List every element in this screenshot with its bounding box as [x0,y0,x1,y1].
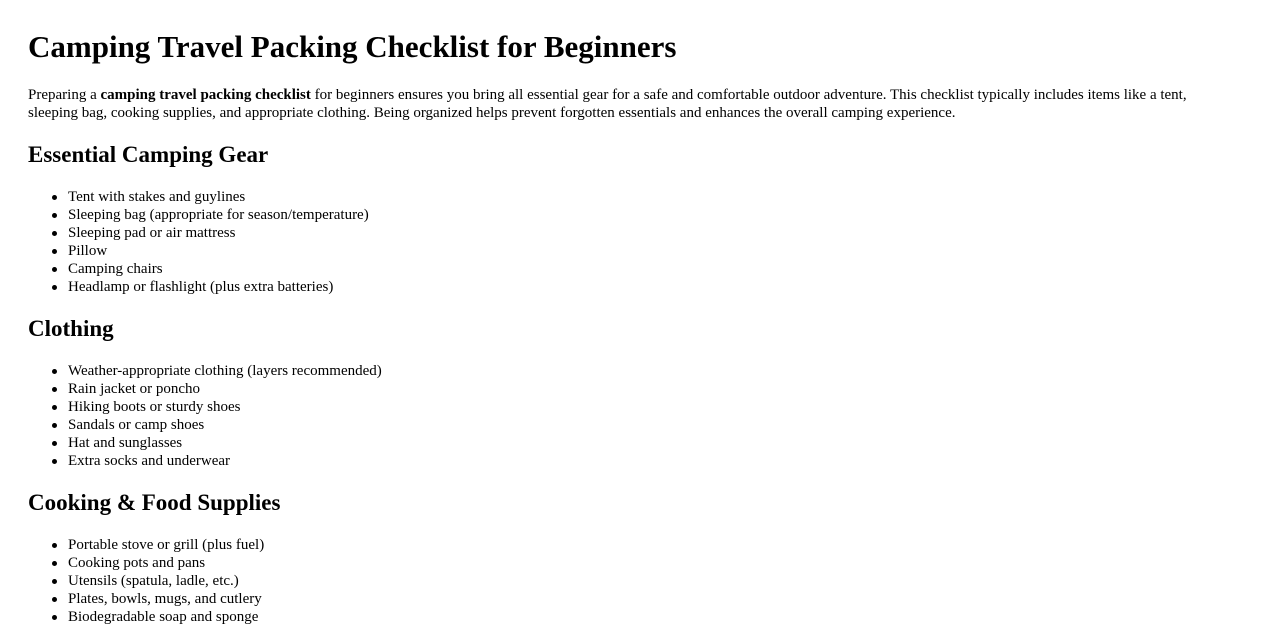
section-heading-gear: Essential Camping Gear [28,142,269,167]
intro-paragraph [28,86,1235,122]
list-item: Plates, bowls, mugs, and cutlery [68,590,1235,608]
intro-text-before: Preparing a [28,87,101,103]
page-title: Camping Travel Packing Checklist for Beginners [28,29,677,64]
section-heading-cooking: Cooking & Food Supplies [28,490,281,515]
section-heading-clothing: Clothing [28,316,114,341]
gear-list [28,188,1235,296]
list-item: Biodegradable soap and sponge [68,608,1235,626]
list-item: Hiking boots or sturdy shoes [68,398,1235,416]
list-item: Camping chairs [68,260,1235,278]
cooking-list [28,536,1235,626]
list-item: Rain jacket or poncho [68,380,1235,398]
list-item: Portable stove or grill (plus fuel) [68,536,1235,554]
list-item: Pillow [68,242,1235,260]
list-item: Sandals or camp shoes [68,416,1235,434]
intro-text-after: for beginners ensures you bring all essential gear for a safe and comfortable outdoor adventure. This checklist typically includes items like a tent, sleeping bag, cooking supplies, and appropriate clothing. Being organized helps prevent forgotten essentials and enhances the overall camping experience. [28,87,1187,121]
list-item: Extra socks and underwear [68,452,1235,470]
list-item: Weather-appropriate clothing (layers recommended) [68,362,1235,380]
list-item: Hat and sunglasses [68,434,1235,452]
clothing-list [28,362,1235,470]
list-item: Tent with stakes and guylines [68,188,1235,206]
list-item: Headlamp or flashlight (plus extra batteries) [68,278,1235,296]
intro-bold-phrase: camping travel packing checklist [100,87,311,103]
list-item: Sleeping pad or air mattress [68,224,1235,242]
list-item: Cooking pots and pans [68,554,1235,572]
list-item: Utensils (spatula, ladle, etc.) [68,572,1235,590]
list-item: Sleeping bag (appropriate for season/temperature) [68,206,1235,224]
